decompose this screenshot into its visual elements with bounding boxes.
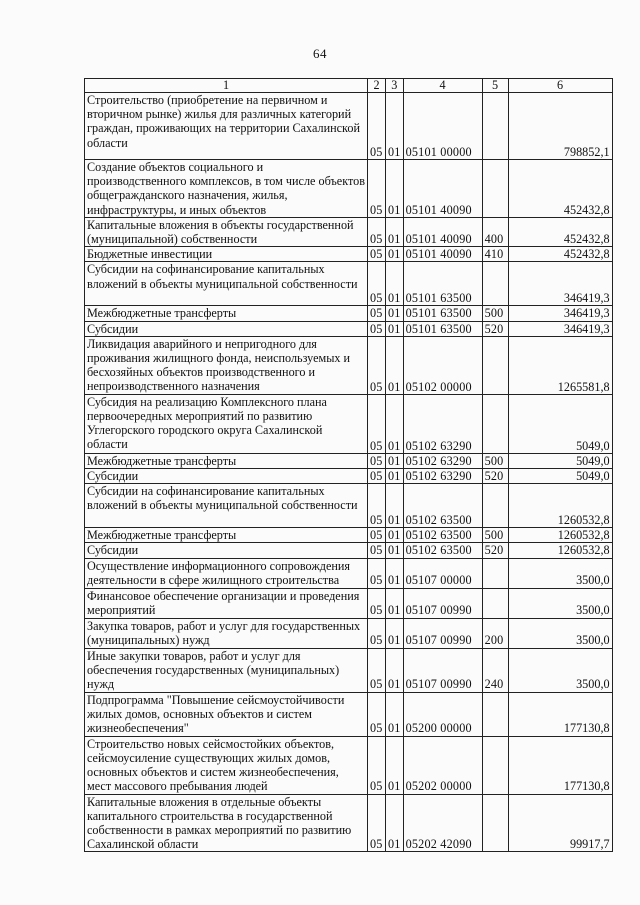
section-code-cell: 05 [368,453,386,468]
row-name-cell: Субсидии [85,321,368,336]
row-name-cell: Межбюджетные трансферты [85,453,368,468]
subsection-code-cell: 01 [386,160,404,218]
amount-cell: 3500,0 [508,618,612,648]
target-article-cell: 05107 00990 [403,648,482,692]
table-row [85,469,613,484]
amount-cell: 177130,8 [508,692,612,736]
expense-type-cell [482,160,508,218]
expense-type-cell: 520 [482,321,508,336]
row-name-cell: Субсидии [85,543,368,558]
expense-type-cell: 520 [482,543,508,558]
table-row [85,306,613,321]
target-article-cell: 05101 40090 [403,217,482,246]
target-article-cell: 05107 00000 [403,558,482,588]
table-row [85,543,613,558]
amount-cell: 452432,8 [508,247,612,262]
amount-cell: 5049,0 [508,394,612,453]
expense-type-cell: 500 [482,528,508,543]
row-name-cell: Строительство новых сейсмостойких объектов, сейсмоусиление существующих жилых домов, основных объектов и систем жизнеобеспечения, мест массового пребывания людей [85,736,368,794]
amount-cell: 5049,0 [508,469,612,484]
table-row [85,588,613,618]
subsection-code-cell: 01 [386,262,404,306]
row-name-cell: Субсидии [85,469,368,484]
table-row [85,558,613,588]
amount-cell: 5049,0 [508,453,612,468]
table-row [85,247,613,262]
expense-type-cell: 240 [482,648,508,692]
table-row [85,736,613,794]
header-cell: 1 [85,79,368,93]
expense-type-cell: 200 [482,618,508,648]
section-code-cell: 05 [368,588,386,618]
subsection-code-cell: 01 [386,336,404,394]
section-code-cell: 05 [368,528,386,543]
target-article-cell: 05202 00000 [403,736,482,794]
subsection-code-cell: 01 [386,794,404,852]
subsection-code-cell: 01 [386,528,404,543]
section-code-cell: 05 [368,93,386,160]
target-article-cell: 05101 63500 [403,306,482,321]
row-name-cell: Межбюджетные трансферты [85,306,368,321]
target-article-cell: 05107 00990 [403,588,482,618]
section-code-cell: 05 [368,306,386,321]
target-article-cell: 05102 63500 [403,528,482,543]
amount-cell: 452432,8 [508,217,612,246]
amount-cell: 99917,7 [508,794,612,852]
expense-type-cell: 500 [482,453,508,468]
expense-type-cell [482,262,508,306]
subsection-code-cell: 01 [386,484,404,528]
subsection-code-cell: 01 [386,692,404,736]
section-code-cell: 05 [368,321,386,336]
section-code-cell: 05 [368,543,386,558]
amount-cell: 346419,3 [508,306,612,321]
amount-cell: 3500,0 [508,648,612,692]
subsection-code-cell: 01 [386,321,404,336]
section-code-cell: 05 [368,484,386,528]
section-code-cell: 05 [368,794,386,852]
subsection-code-cell: 01 [386,543,404,558]
subsection-code-cell: 01 [386,648,404,692]
section-code-cell: 05 [368,217,386,246]
amount-cell: 346419,3 [508,321,612,336]
amount-cell: 3500,0 [508,588,612,618]
subsection-code-cell: 01 [386,618,404,648]
section-code-cell: 05 [368,618,386,648]
table-row [85,648,613,692]
header-cell: 2 [368,79,386,93]
header-cell: 3 [386,79,404,93]
section-code-cell: 05 [368,336,386,394]
amount-cell: 346419,3 [508,262,612,306]
target-article-cell: 05101 00000 [403,93,482,160]
expense-type-cell [482,558,508,588]
target-article-cell: 05101 40090 [403,160,482,218]
row-name-cell: Осуществление информационного сопровождения деятельности в сфере жилищного строительства [85,558,368,588]
section-code-cell: 05 [368,648,386,692]
row-name-cell: Бюджетные инвестиции [85,247,368,262]
row-name-cell: Строительство (приобретение на первичном и вторичном рынке) жилья для различных категорий граждан, проживающих на территории Сахалинской области [85,93,368,160]
target-article-cell: 05107 00990 [403,618,482,648]
row-name-cell: Иные закупки товаров, работ и услуг для обеспечения государственных (муниципальных) нужд [85,648,368,692]
table-row [85,618,613,648]
subsection-code-cell: 01 [386,469,404,484]
table-row [85,321,613,336]
row-name-cell: Субсидии на софинансирование капитальных вложений в объекты муниципальной собственности [85,484,368,528]
target-article-cell: 05200 00000 [403,692,482,736]
row-name-cell: Создание объектов социального и производственного комплексов, в том числе объектов общегражданского назначения, жилья, инфраструктуры, и иных объектов [85,160,368,218]
target-article-cell: 05102 00000 [403,336,482,394]
target-article-cell: 05101 63500 [403,321,482,336]
table-row [85,528,613,543]
target-article-cell: 05102 63500 [403,543,482,558]
expense-type-cell [482,588,508,618]
section-code-cell: 05 [368,160,386,218]
row-name-cell: Подпрограмма "Повышение сейсмоустойчивости жилых домов, основных объектов и систем жизнеобеспечения" [85,692,368,736]
row-name-cell: Субсидия на реализацию Комплексного плана первоочередных мероприятий по развитию Углегорского городского округа Сахалинской области [85,394,368,453]
table-header-row [85,79,613,93]
row-name-cell: Капитальные вложения в объекты государственной (муниципальной) собственности [85,217,368,246]
row-name-cell: Ликвидация аварийного и непригодного для проживания жилищного фонда, неиспользуемых и бесхозяйных объектов производственного и непроизводственного назначения [85,336,368,394]
header-cell: 6 [508,79,612,93]
table-row [85,93,613,160]
target-article-cell: 05101 40090 [403,247,482,262]
section-code-cell: 05 [368,736,386,794]
table-row [85,484,613,528]
table-row [85,336,613,394]
header-cell: 5 [482,79,508,93]
section-code-cell: 05 [368,469,386,484]
expense-type-cell [482,394,508,453]
row-name-cell: Межбюджетные трансферты [85,528,368,543]
subsection-code-cell: 01 [386,588,404,618]
expense-type-cell: 400 [482,217,508,246]
expense-type-cell: 410 [482,247,508,262]
page-number: 64 [313,46,327,61]
subsection-code-cell: 01 [386,736,404,794]
target-article-cell: 05101 63500 [403,262,482,306]
amount-cell: 177130,8 [508,736,612,794]
amount-cell: 1260532,8 [508,484,612,528]
table-row [85,160,613,218]
amount-cell: 1260532,8 [508,543,612,558]
row-name-cell: Финансовое обеспечение организации и проведения мероприятий [85,588,368,618]
section-code-cell: 05 [368,262,386,306]
subsection-code-cell: 01 [386,247,404,262]
header-cell: 4 [403,79,482,93]
amount-cell: 1260532,8 [508,528,612,543]
subsection-code-cell: 01 [386,558,404,588]
expense-type-cell [482,692,508,736]
amount-cell: 3500,0 [508,558,612,588]
target-article-cell: 05102 63500 [403,484,482,528]
expense-type-cell [482,736,508,794]
subsection-code-cell: 01 [386,217,404,246]
subsection-code-cell: 01 [386,394,404,453]
subsection-code-cell: 01 [386,453,404,468]
budget-table [84,78,613,852]
table-row [85,262,613,306]
table-row [85,217,613,246]
subsection-code-cell: 01 [386,93,404,160]
table-row [85,692,613,736]
expense-type-cell [482,336,508,394]
table-row [85,453,613,468]
table-row [85,394,613,453]
subsection-code-cell: 01 [386,306,404,321]
row-name-cell: Субсидии на софинансирование капитальных вложений в объекты муниципальной собственности [85,262,368,306]
row-name-cell: Капитальные вложения в отдельные объекты капитального строительства в государственной собственности в рамках мероприятий по развитию Сахалинской области [85,794,368,852]
target-article-cell: 05102 63290 [403,469,482,484]
expense-type-cell [482,93,508,160]
amount-cell: 798852,1 [508,93,612,160]
amount-cell: 452432,8 [508,160,612,218]
section-code-cell: 05 [368,394,386,453]
amount-cell: 1265581,8 [508,336,612,394]
table-row [85,794,613,852]
expense-type-cell: 500 [482,306,508,321]
expense-type-cell [482,484,508,528]
section-code-cell: 05 [368,558,386,588]
section-code-cell: 05 [368,692,386,736]
expense-type-cell [482,794,508,852]
expense-type-cell: 520 [482,469,508,484]
row-name-cell: Закупка товаров, работ и услуг для государственных (муниципальных) нужд [85,618,368,648]
target-article-cell: 05202 42090 [403,794,482,852]
target-article-cell: 05102 63290 [403,453,482,468]
section-code-cell: 05 [368,247,386,262]
target-article-cell: 05102 63290 [403,394,482,453]
